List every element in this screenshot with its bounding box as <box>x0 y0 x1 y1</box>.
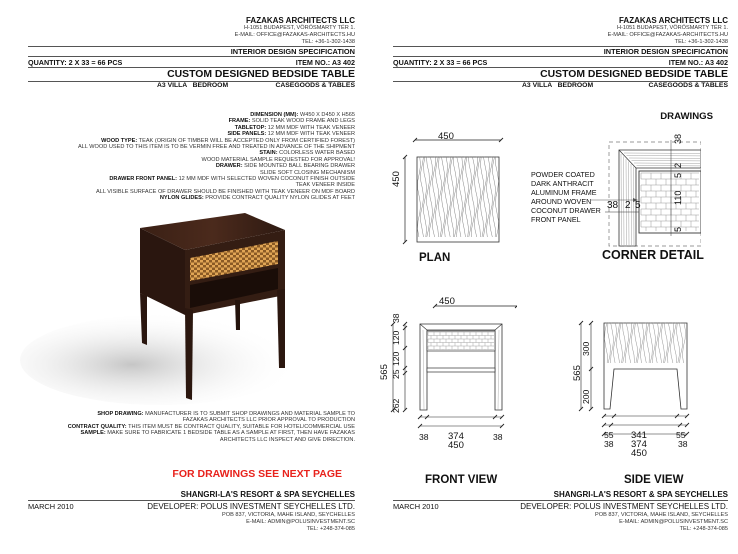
project-name: SHANGRI-LA'S RESORT & SPA SEYCHELLES <box>553 490 728 499</box>
corner-dim-v: 5 <box>673 226 683 232</box>
firm-email: E-MAIL: OFFICE@FAZAKAS-ARCHITECTS.HU <box>607 32 728 38</box>
corner-note-line: AROUND WOVEN <box>531 197 592 207</box>
front-height-dim: 120 <box>391 330 401 345</box>
developer-tel: TEL: +248-374-085 <box>679 526 728 532</box>
spec-text: PROVIDE CONTRACT QUALITY NYLON GLIDES AT FEET <box>203 195 355 202</box>
corner-note-line: FRONT PANEL <box>531 215 581 225</box>
spec-page-2 <box>369 0 738 554</box>
developer-email: E-MAIL: ADMIN@POLUSINVESTMENT.SC <box>619 519 728 525</box>
floor-shadow <box>20 315 300 405</box>
plan-label: PLAN <box>419 252 451 264</box>
firm-email: E-MAIL: OFFICE@FAZAKAS-ARCHITECTS.HU <box>234 32 355 38</box>
spec-text: TEAK (ORIGIN OF TIMBER WILL BE ACCEPTED ONLY FROM CERTIFIED FOREST) <box>137 137 355 144</box>
firm-name: FAZAKAS ARCHITECTS LLC <box>245 16 355 25</box>
divider <box>28 500 355 501</box>
spec-label: NYLON GLIDES: <box>159 195 204 202</box>
spec-text: SLIDE SOFT CLOSING MECHANISM <box>259 169 355 176</box>
corner-dim-h: 5 <box>635 200 641 211</box>
corner-detail-drawing <box>591 138 701 248</box>
side-bottom-dim: 55 <box>604 430 614 440</box>
side-bottom-dim: 374 <box>631 439 647 450</box>
front-height-dim: 38 <box>391 313 401 323</box>
side-bottom-dim: 55 <box>676 430 686 440</box>
divider <box>393 500 728 501</box>
firm-address: H-1051 BUDAPEST, VÖRÖSMARTY TÉR 1. <box>244 25 355 31</box>
spec-list <box>78 112 355 202</box>
spec-line <box>68 437 355 443</box>
spec-text: 12 MM MDF WITH TEAK VENEER <box>266 124 355 131</box>
firm-tel: TEL: +36-1-302-1438 <box>301 39 355 45</box>
divider <box>393 56 728 57</box>
product-render <box>20 200 360 410</box>
spec-text: FAZAKAS ARCHITECTS LLC PRIOR APPROVAL TO PRODUCTION <box>182 417 355 424</box>
corner-note-line: POWDER COATED <box>531 170 595 179</box>
corner-dim-v: 5 <box>673 172 683 178</box>
developer-address: POB 837, VICTORIA, MAHE ISLAND, SEYCHELLES <box>595 512 728 518</box>
leg <box>185 308 193 400</box>
doc-type: INTERIOR DESIGN SPECIFICATION <box>230 47 355 56</box>
spec-text: SOLID TEAK WOOD FRAME AND LEGS <box>250 118 355 125</box>
spec-text: 12 MM MDF WITH TEAK VENEER <box>266 131 355 138</box>
developer: DEVELOPER: POLUS INVESTMENT SEYCHELLES LTD. <box>520 502 728 511</box>
firm-address: H-1051 BUDAPEST, VÖRÖSMARTY TÉR 1. <box>617 25 728 31</box>
date: MARCH 2010 <box>393 502 439 511</box>
side-bottom-dim: 38 <box>604 439 614 449</box>
divider <box>28 67 355 68</box>
spec-label: WOOD TYPE: <box>101 137 138 144</box>
spec-label: DRAWER FRONT PANEL: <box>109 176 178 183</box>
firm-tel: TEL: +36-1-302-1438 <box>674 39 728 45</box>
spec-label: FRAME: <box>228 118 251 125</box>
corner-dim-v: 110 <box>673 190 683 205</box>
front-height-dim: 25 <box>391 369 401 379</box>
corner-dim-v: 38 <box>673 133 683 144</box>
side-total-height-dim: 565 <box>572 365 583 381</box>
divider <box>393 67 728 68</box>
spec-text: W450 X D450 X H565 <box>298 112 355 118</box>
corner-dim-h: 2 <box>625 200 631 211</box>
spec-label: SIDE PANELS: <box>227 131 267 138</box>
front-top-dim: 450 <box>439 296 455 307</box>
spec-label: CONTRACT QUALITY: <box>67 423 127 430</box>
see-next-page-notice: FOR DRAWINGS SEE NEXT PAGE <box>172 468 342 480</box>
spec-text: 12 MM MDF WITH SELECTED WOVEN COCONUT FINISH OUTSIDE <box>177 176 355 183</box>
spec-text: TEAK VENEER INSIDE <box>295 182 355 189</box>
firm-name: FAZAKAS ARCHITECTS LLC <box>618 16 728 25</box>
spec-text: WOOD MATERIAL SAMPLE REQUESTED FOR APPROVAL! <box>201 156 355 163</box>
front-bottom-dim: 38 <box>493 432 503 442</box>
item-title: CUSTOM DESIGNED BEDSIDE TABLE <box>167 69 355 80</box>
side-bottom-dim: 38 <box>678 439 688 449</box>
date: MARCH 2010 <box>28 502 74 511</box>
corner-note-line: ALUMINUM FRAME <box>531 188 597 198</box>
spec-text: MAKE SURE TO FABRICATE 1 BEDSIDE TABLE AS A SAMPLE AT FIRST, THEN HAVE FAZAKAS <box>105 430 355 437</box>
location: A3 VILLA BEDROOM <box>157 82 229 89</box>
item-number: ITEM NO.: A3 402 <box>295 58 355 67</box>
corner-detail-label: CORNER DETAIL <box>602 248 704 262</box>
notes-list <box>68 411 355 443</box>
side-bottom-dim: 341 <box>631 430 647 441</box>
spec-text: ARCHITECTS LLC INSPECT AND GIVE DIRECTION. <box>219 436 355 443</box>
corner-dim-h: 38 <box>607 200 619 211</box>
spec-label: SAMPLE: <box>80 430 106 437</box>
front-height-dim: 120 <box>391 351 401 366</box>
spec-label: DIMENSION (MM): <box>250 112 299 118</box>
front-bottom-total-dim: 450 <box>448 440 464 451</box>
front-bottom-dim: 374 <box>448 431 464 442</box>
spec-text: ALL WOOD USED TO THIS ITEM IS TO BE VERMIN FREE AND TREATED IN ADVANCE OF THE SHIPMENT <box>77 144 355 151</box>
spec-text: COLORLESS WATER BASED <box>277 150 355 157</box>
spec-label: SHOP DRAWING: <box>97 411 144 417</box>
project-name: SHANGRI-LA'S RESORT & SPA SEYCHELLES <box>180 490 355 499</box>
side-height-dim: 200 <box>581 389 591 404</box>
plan-width-dim: 450 <box>438 131 454 142</box>
item-number: ITEM NO.: A3 402 <box>668 58 728 67</box>
front-view-label: FRONT VIEW <box>425 474 498 486</box>
spec-label: STAIN: <box>259 150 278 157</box>
front-height-dim: 262 <box>391 398 401 413</box>
plan-depth-dim: 450 <box>391 171 402 187</box>
spec-text: SIDE MOUNTED BALL BEARING DRAWER <box>242 163 355 170</box>
location: A3 VILLA BEDROOM <box>522 82 594 89</box>
developer-address: POB 837, VICTORIA, MAHE ISLAND, SEYCHELLES <box>222 512 355 518</box>
category: CASEGOODS & TABLES <box>275 82 355 89</box>
spec-text: ALL VISIBLE SURFACE OF DRAWER SHOULD BE FINISHED WITH TEAK VENEER ON MDF BOARD <box>95 188 355 195</box>
category: CASEGOODS & TABLES <box>648 82 728 89</box>
drawings-heading: DRAWINGS <box>660 111 713 122</box>
quantity: QUANTITY: 2 X 33 = 66 PCS <box>393 58 488 67</box>
corner-note-line: DARK ANTHRACIT <box>531 179 594 189</box>
developer: DEVELOPER: POLUS INVESTMENT SEYCHELLES LTD. <box>147 502 355 511</box>
doc-type: INTERIOR DESIGN SPECIFICATION <box>603 47 728 56</box>
corner-note-line: COCONUT DRAWER <box>531 206 601 216</box>
plan-drawing <box>399 130 509 250</box>
quantity: QUANTITY: 2 X 33 = 66 PCS <box>28 58 123 67</box>
side-bottom-total-dim: 450 <box>631 448 647 459</box>
side-view-label: SIDE VIEW <box>624 474 684 486</box>
divider <box>28 56 355 57</box>
spec-label: DRAWER: <box>215 163 243 170</box>
corner-dim-v: 2 <box>673 162 683 168</box>
spec-text: MANUFACTURER IS TO SUBMIT SHOP DRAWINGS AND MATERIAL SAMPLE TO <box>143 411 355 417</box>
developer-email: E-MAIL: ADMIN@POLUSINVESTMENT.SC <box>246 519 355 525</box>
item-title: CUSTOM DESIGNED BEDSIDE TABLE <box>540 69 728 80</box>
front-bottom-dim: 38 <box>419 432 429 442</box>
spec-text: THIS ITEM MUST BE CONTRACT QUALITY, SUITABLE FOR HOTEL/COMMERCIAL USE <box>126 423 355 430</box>
front-total-height-dim: 565 <box>379 364 390 380</box>
spec-label: TABLETOP: <box>234 124 267 131</box>
front-view-drawing <box>387 300 517 450</box>
developer-tel: TEL: +248-374-085 <box>306 526 355 532</box>
side-height-dim: 300 <box>581 341 591 356</box>
